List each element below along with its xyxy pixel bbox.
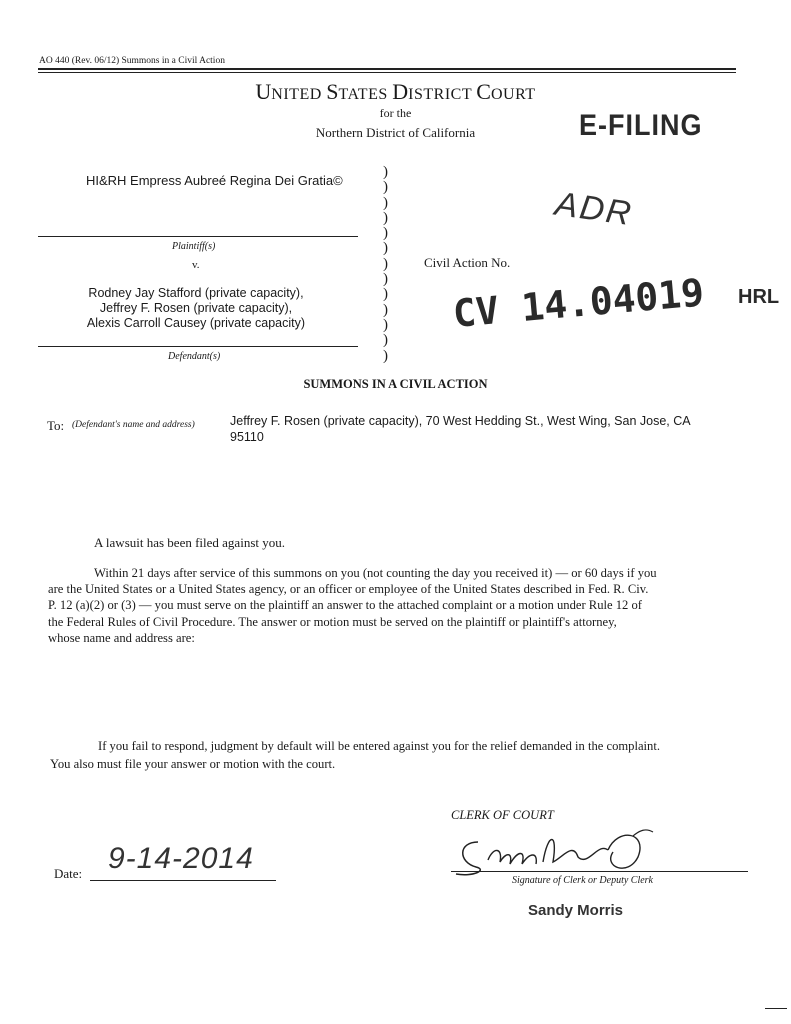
to-address-line2: 95110: [230, 430, 264, 444]
date-rule: [90, 880, 276, 881]
date-handwritten: 9-14-2014: [108, 842, 254, 875]
defendant-2: Jeffrey F. Rosen (private capacity),: [99, 301, 293, 315]
defendant-1: Rodney Jay Stafford (private capacity),: [88, 286, 304, 300]
plaintiff-label: Plaintiff(s): [172, 241, 216, 252]
para-default-warning: If you fail to respond, judgment by default will be entered against you for the relief demanded in the complaint. You also must file your answer or motion with the court.: [50, 739, 661, 771]
to-address-line1: Jeffrey F. Rosen (private capacity), 70 West Hedding St., West Wing, San Jose, CA: [230, 414, 691, 428]
summons-heading: SUMMONS IN A CIVIL ACTION: [303, 377, 488, 391]
to-label: To:: [47, 418, 65, 433]
date-label: Date:: [54, 866, 83, 881]
header-rule-bottom: [38, 72, 736, 73]
adr-stamp: ADR: [552, 184, 636, 234]
plaintiff-name: HI&RH Empress Aubreé Regina Dei Gratia©: [86, 173, 343, 188]
clerk-signature-drawing: [448, 822, 668, 882]
defendants-block: [38, 286, 354, 331]
efiling-stamp: E-FILING: [579, 108, 703, 142]
clerk-name-stamp: Sandy Morris: [528, 902, 624, 919]
versus: v.: [192, 259, 200, 271]
clerk-of-court-label: CLERK OF COURT: [451, 808, 554, 822]
defendant-rule: [38, 346, 358, 347]
judge-initials-stamp: HRL: [738, 286, 780, 308]
caption-parens: ) ) ) ) ) ) ) ) ) ) ) ) ): [383, 164, 388, 364]
signature-label: Signature of Clerk or Deputy Clerk: [512, 875, 653, 886]
court-title: UNITED STATES DISTRICT COURT: [255, 79, 536, 104]
signature-rule: [451, 871, 748, 872]
district-name: Northern District of California: [315, 125, 476, 140]
defendant-3: Alexis Carroll Causey (private capacity): [86, 316, 306, 330]
para-service-instructions: Within 21 days after service of this summons on you (not counting the day you received it) — or 60 days if you are the United States or a United States agency, or an officer or employee of the United States described in Fed. R. Civ. P. 12 (a)(2) or (3) — you must serve on the plaintiff an answer to the attached complaint or a motion under Rule 12 of the Federal Rules of Civil Procedure. The answer or motion must be served on the plaintiff or plaintiff's attorney, whose name and address are:: [48, 566, 657, 645]
form-id: AO 440 (Rev. 06/12) Summons in a Civil Action: [39, 56, 225, 66]
case-number-stamp: CV 14.04019: [451, 270, 706, 336]
to-sub-label: (Defendant's name and address): [72, 420, 195, 430]
civil-action-label: Civil Action No.: [424, 255, 511, 270]
defendant-label: Defendant(s): [168, 351, 221, 362]
corner-mark: [765, 1008, 787, 1009]
for-the: for the: [379, 106, 412, 120]
header-rule-top: [38, 68, 736, 70]
para-lawsuit-filed: A lawsuit has been filed against you.: [94, 535, 285, 550]
plaintiff-rule: [38, 236, 358, 237]
